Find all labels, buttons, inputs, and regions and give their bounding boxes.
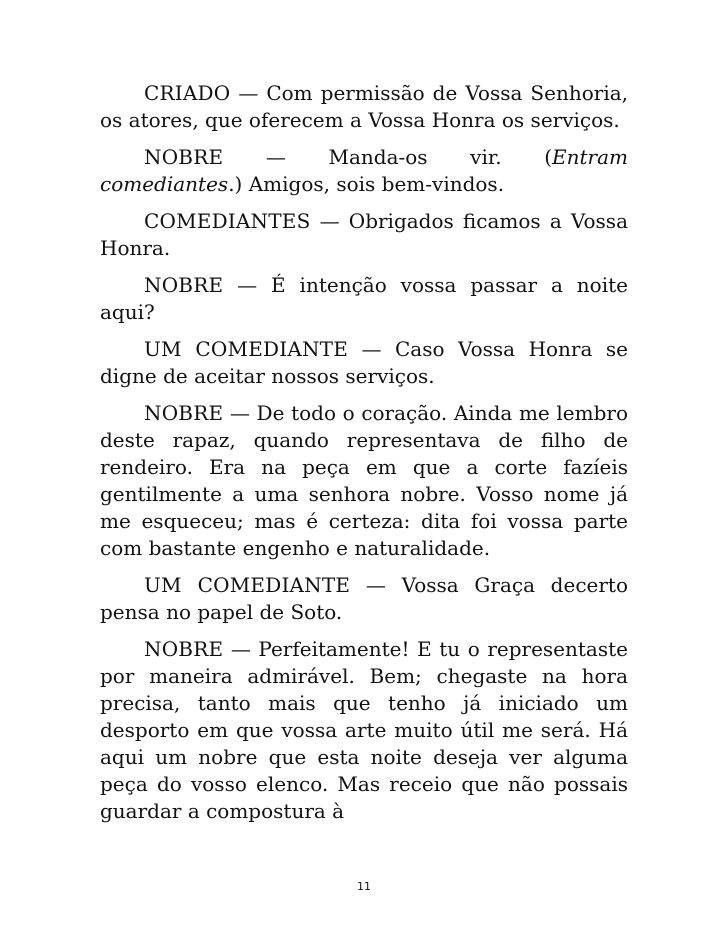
speaker-name: NOBRE [144,273,224,297]
dialogue-paragraph [100,144,628,198]
page-body [100,80,628,835]
dialogue-paragraph [100,272,628,326]
dialogue-paragraph [100,80,628,134]
speaker-name: UM COMEDIANTE [144,337,349,361]
dialogue-paragraph [100,572,628,626]
dialogue-text: — Manda-os vir. ( [223,145,553,169]
speaker-name: CRIADO [144,81,231,105]
dialogue-paragraph [100,336,628,390]
dialogue-text: — Vossa Graça decerto pensa no papel de Soto. [100,573,629,624]
dialogue-paragraph [100,400,628,562]
dialogue-paragraph [100,636,628,825]
dialogue-text: — Caso Vossa Honra se digne de aceitar nossos serviços. [100,337,628,388]
dialogue-text: — Perfeitamente! E tu o representaste por maneira admirável. Bem; chegaste na hora precisa, tanto mais que tenho já iniciado um desporto em que vossa arte muito útil me será. Há aqui um nobre que esta noite deseja ver alguma peça do vosso elenco. Mas receio que não possais guardar a compostura à [100,637,628,823]
speaker-name: NOBRE [144,401,224,425]
stage-direction: Entram comediantes [100,145,628,196]
page-number: 11 [357,880,371,893]
dialogue-text: — Obrigados ficamos a Vossa Honra. [100,209,628,260]
dialogue-text: .) Amigos, sois bem-vindos. [228,172,505,196]
dialogue-text: — De todo o coração. Ainda me lembro deste rapaz, quando representava de filho de rendeiro. Era na peça em que a corte fazíeis gentilmente a uma senhora nobre. Vosso nome já me esqueceu; mas é certeza: dita foi vossa parte com bastante engenho e naturalidade. [100,401,628,560]
dialogue-paragraph [100,208,628,262]
speaker-name: UM COMEDIANTE [144,573,351,597]
speaker-name: COMEDIANTES [144,209,311,233]
dialogue-text: — É intenção vossa passar a noite aqui? [100,273,628,324]
dialogue-text: — Com permissão de Vossa Senhoria, os atores, que oferecem a Vossa Honra os serviços. [100,81,628,132]
speaker-name: NOBRE [144,637,224,661]
speaker-name: NOBRE [144,145,224,169]
